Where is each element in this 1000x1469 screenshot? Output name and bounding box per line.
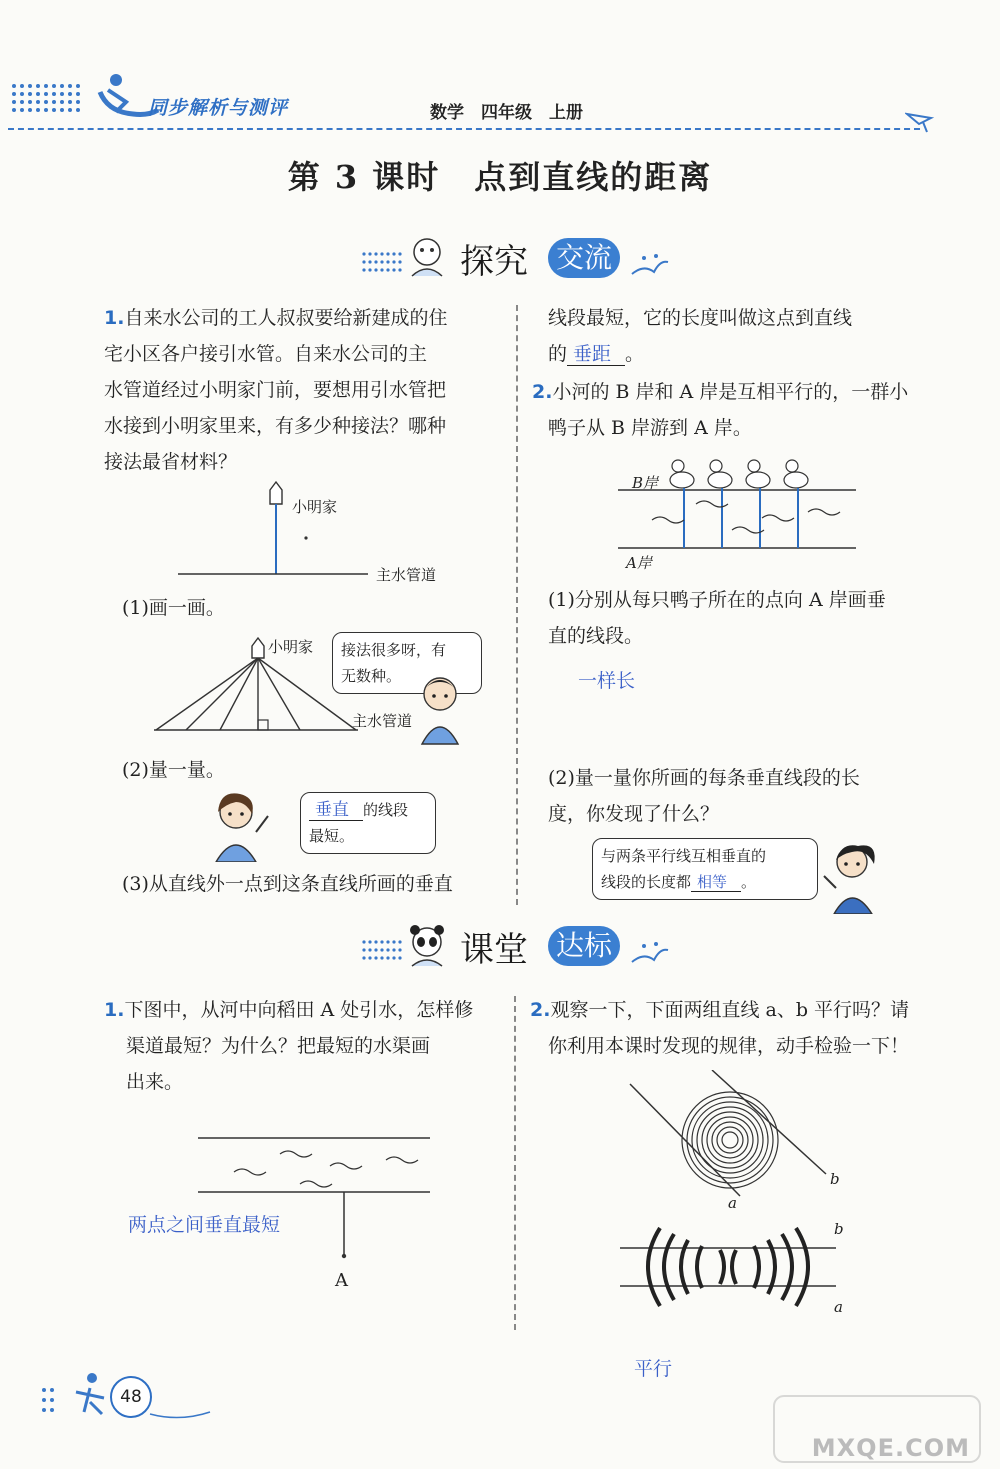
s2-q1-answer: 两点之间垂直最短 (128, 1214, 281, 1236)
s1-q1-cont-answer: 垂距 (567, 343, 625, 366)
page-number: 48 (110, 1376, 152, 1418)
column-divider (516, 305, 518, 905)
s1-q1-fig-main-label: 主水管道 (376, 566, 437, 584)
s2-q2-text (530, 992, 940, 1064)
speech1-line-1: 无数种。 (341, 667, 402, 685)
column-divider-2 (514, 996, 516, 1330)
s2-q1-line-0: 下图中，从河中向稻田 A 处引水，怎样修 (124, 999, 474, 1021)
speech2-answer: 垂直 (309, 800, 363, 821)
s2-q1-point-label: A (335, 1270, 348, 1291)
s1-q2-sub2-1: 度，你发现了什么？ (548, 803, 720, 825)
s1-q1-text (104, 300, 509, 480)
lesson-title: 第 3 课时 点到直线的距离 (287, 158, 713, 196)
s1-q1-fig2-main-label: 主水管道 (352, 712, 413, 730)
banner-word-classroom: 课堂 (460, 930, 528, 970)
s1-q2-line-0: 小河的 B 岸和 A 岸是互相平行的，一群小 (552, 381, 909, 403)
banner2-splash-icon (630, 938, 670, 968)
cartoon-character-icon (402, 232, 452, 282)
speech2-suffix: 的线段 (363, 801, 409, 819)
s1-q1-line-0: 自来水公司的工人叔叔要给新建成的住 (124, 307, 448, 329)
s1-q1-cont-1: 的 (548, 343, 568, 365)
s2-q2-label-b2: b (834, 1220, 844, 1238)
s2-q2-number: 2. (530, 999, 551, 1021)
section-banner-explore (360, 230, 680, 284)
banner-splash-icon (630, 250, 670, 280)
s1-q1-sub2: (2)量一量。 (122, 759, 225, 781)
s1-q2-speech-line2: 线段的长度都 (601, 873, 692, 891)
s1-q1-line-4: 接法最省材料？ (104, 451, 238, 473)
s1-q1-cont-0: 线段最短，它的长度叫做这点到直线 (548, 307, 853, 329)
s2-q1-river-field-figure (190, 1128, 440, 1264)
s2-q1-line-1: 渠道最短？为什么？把最短的水渠画 (126, 1035, 431, 1057)
s1-q2-sub1 (548, 582, 938, 654)
girl-cartoon-icon (206, 788, 276, 862)
s1-q1-sub3: (3)从直线外一点到这条直线所画的垂直 (122, 873, 453, 895)
subject-grade: 数学 四年级 上册 (430, 103, 583, 123)
s2-q2-label-b1: b (830, 1170, 840, 1188)
s1-q1-sub1: (1)画一画。 (122, 597, 225, 619)
s2-q2-answer: 平行 (634, 1358, 673, 1380)
s1-q2-sub2-0: (2)量一量你所画的每条垂直线段的长 (548, 767, 860, 789)
s1-q2-sub1-1: 直的线段。 (548, 625, 644, 647)
s2-q2-line-0: 观察一下，下面两组直线 a、b 平行吗？请 (550, 999, 910, 1021)
s1-q2-sub2 (548, 760, 938, 832)
banner-word-standard: 达标 (548, 926, 620, 966)
s2-q2-line-1: 你利用本课时发现的规律，动手检验一下！ (548, 1035, 910, 1057)
s1-q1-fig-house-label: 小明家 (292, 498, 338, 516)
section-banner-classroom (360, 918, 680, 972)
s1-q2-label-b: B岸 (632, 474, 659, 492)
boy-cartoon-icon (412, 670, 468, 746)
speech2-line2: 最短。 (309, 827, 355, 845)
header-divider (8, 128, 920, 130)
banner-word-exchange: 交流 (548, 238, 620, 278)
girl2-cartoon-icon (818, 838, 888, 914)
s1-q2-speech-bubble (592, 838, 818, 900)
s1-q2-number: 2. (532, 381, 553, 403)
panda-cartoon-icon (402, 920, 452, 970)
s1-q1-speech-bubble-2 (300, 792, 436, 854)
watermark-text: MXQE.COM (811, 1434, 970, 1462)
s1-q2-line-1: 鸭子从 B 岸游到 A 岸。 (548, 417, 752, 439)
s2-q1-text (104, 992, 509, 1100)
banner-word-explore: 探究 (460, 242, 528, 282)
s1-q1-line-1: 宅小区各户接引水管。自来水公司的主 (104, 343, 428, 365)
s1-q2-speech-end: 。 (741, 873, 757, 891)
s1-q1-continuation (548, 300, 938, 372)
s1-q1-cont-end: 。 (625, 343, 645, 365)
s1-q2-label-a: A岸 (626, 554, 652, 572)
s1-q1-line-2: 水管道经过小明家门前，要想用引水管把 (104, 379, 447, 401)
s1-q2-speech-line1: 与两条平行线互相垂直的 (601, 847, 767, 865)
s1-q1-number: 1. (104, 307, 125, 329)
brand-name: 同步解析与测评 (148, 97, 289, 119)
s2-q2-label-a1: a (728, 1194, 737, 1212)
s1-q2-text (532, 374, 932, 446)
header-arrow-icon (905, 108, 935, 134)
s2-q1-line-2: 出来。 (126, 1071, 184, 1093)
s1-q2-sub1-0: (1)分别从每只鸭子所在的点向 A 岸画垂 (548, 589, 886, 611)
s1-q1-line-3: 水接到小明家里来，有多少种接法？哪种 (104, 415, 447, 437)
s1-q2-speech-answer: 相等 (691, 873, 741, 892)
s1-q2-answer1: 一样长 (578, 670, 636, 692)
speech1-line-0: 接法很多呀，有 (341, 641, 447, 659)
s1-q1-fig2-house-label: 小明家 (268, 638, 314, 656)
s2-q1-number: 1. (104, 999, 125, 1021)
s2-q2-label-a2: a (834, 1298, 843, 1316)
